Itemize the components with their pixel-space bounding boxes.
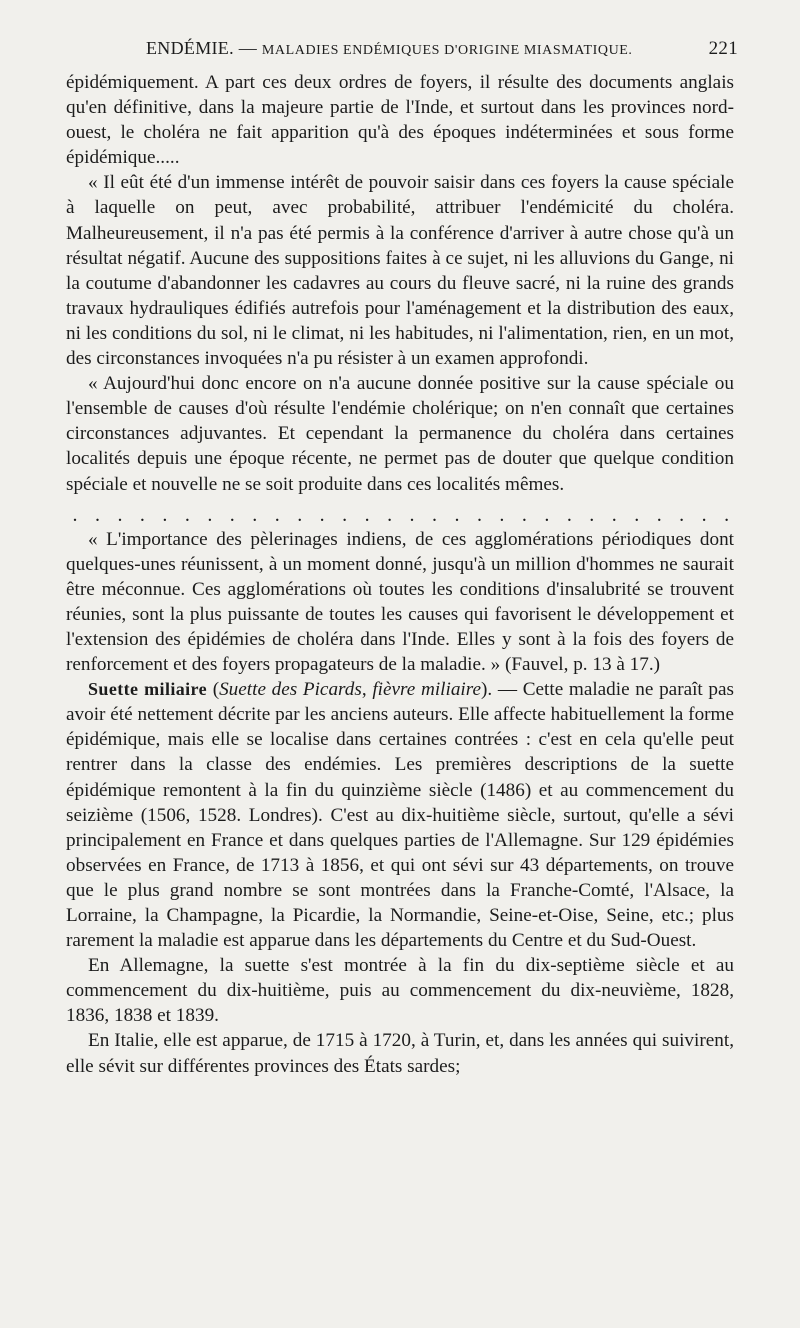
page-body xyxy=(66,70,734,1079)
page-number: 221 xyxy=(708,38,738,59)
ellipsis-dot: . xyxy=(544,503,550,526)
paren-close: ). — xyxy=(481,679,518,701)
ellipsis-dot: . xyxy=(297,503,303,526)
ellipsis-dot: . xyxy=(409,503,415,526)
ellipsis-dot: . xyxy=(454,503,460,526)
ellipsis-dot: . xyxy=(476,503,482,526)
synonym-fievre-miliaire: fièvre miliaire xyxy=(372,679,482,701)
paragraph-continuation: épidémiquement. A part ces deux ordres de foyers, il résulte des documents anglais qu'en définitive, dans la majeure partie de l'Inde, et surtout dans les provinces nord-ouest, le choléra ne fait apparition qu'à des époques indéterminées et sous forme épidémique..... xyxy=(66,72,734,169)
ellipsis-dot: . xyxy=(432,503,437,526)
ellipsis-dot: . xyxy=(611,503,617,526)
entry-term: Suette miliaire xyxy=(88,679,208,700)
ellipsis-dot: . xyxy=(521,503,527,526)
ellipsis-dot: . xyxy=(252,503,258,526)
ellipsis-dot: . xyxy=(656,503,662,526)
ellipsis-row xyxy=(66,505,734,525)
ellipsis-dot: . xyxy=(139,503,145,526)
running-head-text xyxy=(146,38,633,59)
running-head-subtitle: MALADIES ENDÉMIQUES D'ORIGINE MIASMATIQUE. xyxy=(261,43,633,58)
paragraph-quote-cause: « Il eût été d'un immense intérêt de pouvoir saisir dans ces foyers la cause spéciale à laquelle on peut, avec probabilité, attribuer l'endémicité du choléra. Malheureusement, il n'a pas été permis à la conférence d'arriver à autre chose qu'à un résultat négatif. Aucune des suppositions faites à ce sujet, ni les alluvions du Gange, ni la coutume d'abandonner les cadavres au cours du fleuve sacré, ni la ruine des grands travaux hydrauliques édifiés autrefois pour l'aménagement et la distribution des eaux, ni les conditions du sol, ni le climat, ni les habitudes, ni l'alimentation, rien, en un mot, des circonstances invoquées n'a pu résister à un examen approfondi. xyxy=(66,172,734,370)
ellipsis-dot: . xyxy=(162,503,168,526)
ellipsis-dot: . xyxy=(566,503,572,526)
ellipsis-dot: . xyxy=(589,503,595,526)
ellipsis-dot: . xyxy=(72,503,78,526)
ellipsis-dot: . xyxy=(94,503,100,526)
ellipsis-dot: . xyxy=(499,503,505,526)
entry-text: Cette maladie ne paraît pas avoir été nettement décrite par les anciens auteurs. Elle affecte habituellement la forme épidémique, mais elle se localise dans certaines contrées : c'est en cela qu'elle peut rentrer dans la classe des endémies. Les premières descriptions de la suette épidémique remontent à la fin du quinzième siècle (1486) et au commencement du seizième (1506, 1528. Londres). C'est au dix-huitième siècle, surtout, qu'elle a sévi principalement en France et dans quelques parties de l'Allemagne. Sur 129 épidémies observées en France, de 1713 à 1856, et qui ont sévi sur 43 départements, on trouve que le plus grand nombre se sont montrées dans la Franche-Comté, l'Alsace, la Lorraine, la Champagne, la Picardie, la Normandie, Seine-et-Oise, Seine, etc.; plus rarement la maladie est apparue dans les départements du Centre et du Sud-Ouest. xyxy=(66,679,735,952)
ellipsis-dot: . xyxy=(229,503,235,526)
ellipsis-dot: . xyxy=(701,503,707,526)
ellipsis-dot: . xyxy=(274,503,280,526)
paragraph-quote-endemie: « Aujourd'hui donc encore on n'a aucune donnée positive sur la cause spéciale ou l'ensemble de causes d'où résulte l'endémie cholérique; on n'en connaît que certaines circonstances adjuvantes. Et cependant la permanence du choléra dans certaines localités depuis une époque récente, ne permet pas de douter que quelque condition spéciale et nouvelle ne se soit produite dans ces localités mêmes. xyxy=(66,373,734,495)
synonym-suette-des-picards: Suette des Picards xyxy=(219,679,362,701)
ellipsis-dot: . xyxy=(679,503,685,526)
paragraph-italie: En Italie, elle est apparue, de 1715 à 1720, à Turin, et, dans les années qui suivirent, elle sévit sur différentes provinces des États sardes; xyxy=(66,1030,734,1077)
running-head-dash: — xyxy=(238,38,258,58)
ellipsis-dot: . xyxy=(387,503,393,526)
ellipsis-dot: . xyxy=(184,503,190,526)
ellipsis-dot: . xyxy=(724,503,730,526)
ellipsis-dot: . xyxy=(364,503,370,526)
paragraph-suette-miliaire xyxy=(66,677,734,953)
ellipsis-dot: . xyxy=(319,503,325,526)
ellipsis-dot: . xyxy=(342,503,348,526)
ellipsis-dot: . xyxy=(117,503,123,526)
running-head-title: ENDÉMIE. xyxy=(146,38,234,58)
ellipsis-dot: . xyxy=(207,503,213,526)
paragraph-allemagne: En Allemagne, la suette s'est montrée à la fin du dix-septième siècle et au commencement du dix-huitième, puis au commencement du dix-neuvième, 1828, 1836, 1838 et 1839. xyxy=(66,955,734,1027)
synonym-separator: , xyxy=(361,679,373,701)
paren-open: ( xyxy=(212,679,220,701)
ellipsis-dot: . xyxy=(634,503,640,526)
paragraph-quote-pelerinages: « L'importance des pèlerinages indiens, de ces agglomérations périodiques dont quelques-unes réunissent, à un moment donné, jusqu'à un million d'hommes ne saurait être méconnue. Ces agglomérations où toutes les conditions d'insalubrité se trouvent réunies, sont la plus puissante de toutes les causes qui favorisent le développement et l'extension des épidémies de choléra dans l'Inde. Elles y sont à la fois des foyers de renforcement et des foyers propagateurs de la maladie. » (Fauvel, p. 13 à 17.) xyxy=(66,528,734,676)
